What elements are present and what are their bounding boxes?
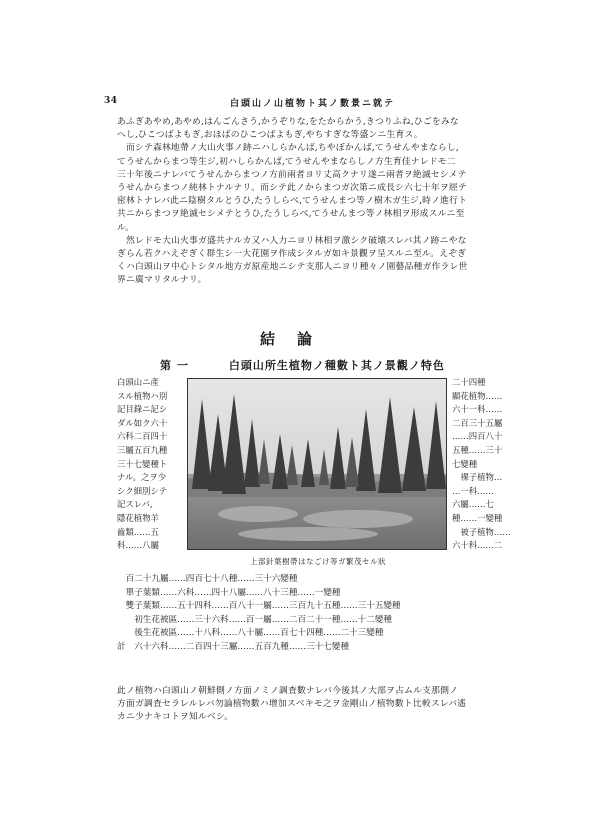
left-column-line: 三屬五百九種: [117, 444, 168, 455]
body-line: へし,ひこつばよもぎ,おほばのひこつばよもぎ,やちすぎな等盛ンニ生育ス。: [117, 130, 423, 141]
closing-line: 方面ガ調査セラレルレバ勿論植物數ハ增加スベキモ之ヲ金剛山ノ植物數ト比較スレバ遙: [117, 699, 467, 710]
running-title: 白頭山ノ山植物ト其ノ數景ニ就テ: [230, 99, 396, 109]
left-column-line: 科……八屬: [117, 540, 159, 551]
right-column-line: 六十一科……: [452, 404, 503, 415]
body-line: 共ニからまつヲ絶滅セシメテとうひ,たうしらべ,てうせんまつ等ノ林相ヲ形成スルニ至: [117, 209, 465, 220]
left-column-line: スル植物ハ別: [117, 390, 168, 401]
right-column-line: 顯花植物……: [452, 390, 503, 401]
body-line: 界ニ廣マリタルナリ。: [117, 275, 207, 286]
right-column-line: 五種……三十: [452, 444, 503, 455]
right-column-line: 被子植物……: [452, 526, 511, 537]
right-column-line: 六屬……七: [452, 499, 494, 510]
closing-line: 此ノ植物ハ白頭山ノ朝鮮側ノ方面ノミノ調査數ナレバ今後其ノ大部ヲ占ムル支那側ノ: [117, 686, 459, 696]
right-column-line: 六十科……二: [452, 540, 503, 551]
forest-photo-illustration: [188, 379, 446, 549]
page-number: 34: [104, 96, 118, 106]
left-column-line: ナル。之ヲ少: [117, 472, 167, 483]
body-line: うせんからまつノ純林トナルナリ。而シテ此ノからまつガ次第ニ成長シ六七十年ヲ經テ: [117, 183, 468, 194]
left-column-line: 隱花植物羊: [117, 512, 159, 523]
left-column-line: 齒類……五: [117, 526, 159, 537]
body-line: 三十年後ニナレバてうせんからまつノ方前兩者ヨリ丈高クナリ遂ニ兩者ヲ絶滅セシメテ: [117, 169, 467, 180]
right-column-line: 裸子植物…: [452, 472, 503, 483]
left-column-line: 六科二百四十: [117, 431, 168, 442]
left-column-text: [117, 376, 189, 553]
photo-caption: 上部針葉樹帶はなごけ等ガ繁茂セル狀: [250, 557, 386, 566]
body-text: [117, 116, 487, 288]
body-line: てうせんからまつ等生ジ,初ハしらかんば,てうせんやまならしノ方生育佳ナレドモ二: [117, 156, 456, 167]
species-count-table: [117, 573, 401, 655]
right-column-line: 七變種: [452, 458, 478, 469]
section-label: 第一: [160, 359, 194, 372]
table-line: 初生花被區……三十六科……百一屬……二百二十一種……十二變種: [117, 614, 393, 625]
body-line: 密林トナレバ此ニ陰樹タルとうひ,たうしらべ,てうせんまつ等ノ樹木ガ生ジ,時ノ進行ト: [117, 196, 468, 207]
left-column-line: 記目錄ニ記シ: [117, 404, 168, 415]
table-line: 單子葉類……六科……四十八屬……八十三種……一變種: [117, 587, 341, 598]
closing-paragraph: [117, 685, 493, 725]
body-line: ル。: [117, 222, 135, 233]
table-line: 計 六十六科……二百四十三屬……五百九種……三十七變種: [117, 641, 350, 652]
body-line: 而シテ森林地帶ノ大山火事ノ跡ニハしらかんば,ちやぼかんば,てうせんやまならし,: [117, 143, 459, 154]
table-line: 雙子葉類……五十四科……百八十一屬……三百九十五種……三十五變種: [117, 601, 401, 612]
right-column-text: [452, 376, 511, 553]
right-column-line: 二十四種: [452, 377, 486, 387]
right-column-line: ……四百八十: [452, 431, 503, 442]
left-column-line: 記スレバ,: [117, 499, 153, 510]
body-line: ぎらん若クハえぞぎく群生シ一大花園ヲ作成シタルガ如キ景觀ヲ呈スルニ至ル。えぞぎ: [117, 249, 467, 260]
right-column-line: …一科……: [452, 485, 494, 496]
table-line: 後生花被區……十八科……八十屬……百七十四種……二十三變種: [117, 628, 384, 639]
left-column-line: シク細別シテ: [117, 485, 168, 496]
body-line: 然レドモ大山火事ガ盛共ナルカ又ハ人力ニヨリ林相ヲ激シク破壊スレバ其ノ跡ニやな: [117, 235, 467, 246]
forest-photo: [187, 378, 447, 550]
table-line: 百二十九屬……四百七十八種……三十六變種: [117, 574, 298, 584]
left-column-line: ダル如ク六十: [117, 417, 168, 428]
conclusion-heading: 結論: [260, 330, 335, 348]
section-heading: [160, 357, 445, 373]
body-line: あふぎあやめ,あやめ,はんごんさう,かうぞりな,をたからかう,きつりふね,ひごをみな: [117, 117, 459, 127]
closing-line: カニ少ナキコトヲ知ルベシ。: [117, 712, 234, 723]
left-column-line: 三十七變種ト: [117, 458, 168, 469]
section-title: 白頭山所生植物ノ種數ト其ノ景觀ノ特色: [228, 359, 445, 372]
body-line: くハ白頭山ヲ中心トシタル地方ガ原産地ニシテ支那人ニヨリ種々ノ園藝品種ガ作ラレ世: [117, 262, 468, 273]
right-column-line: 二百三十五屬: [452, 417, 503, 428]
left-column-line: 白頭山ニ產: [117, 377, 159, 387]
right-column-line: 種……一變種: [452, 512, 503, 523]
